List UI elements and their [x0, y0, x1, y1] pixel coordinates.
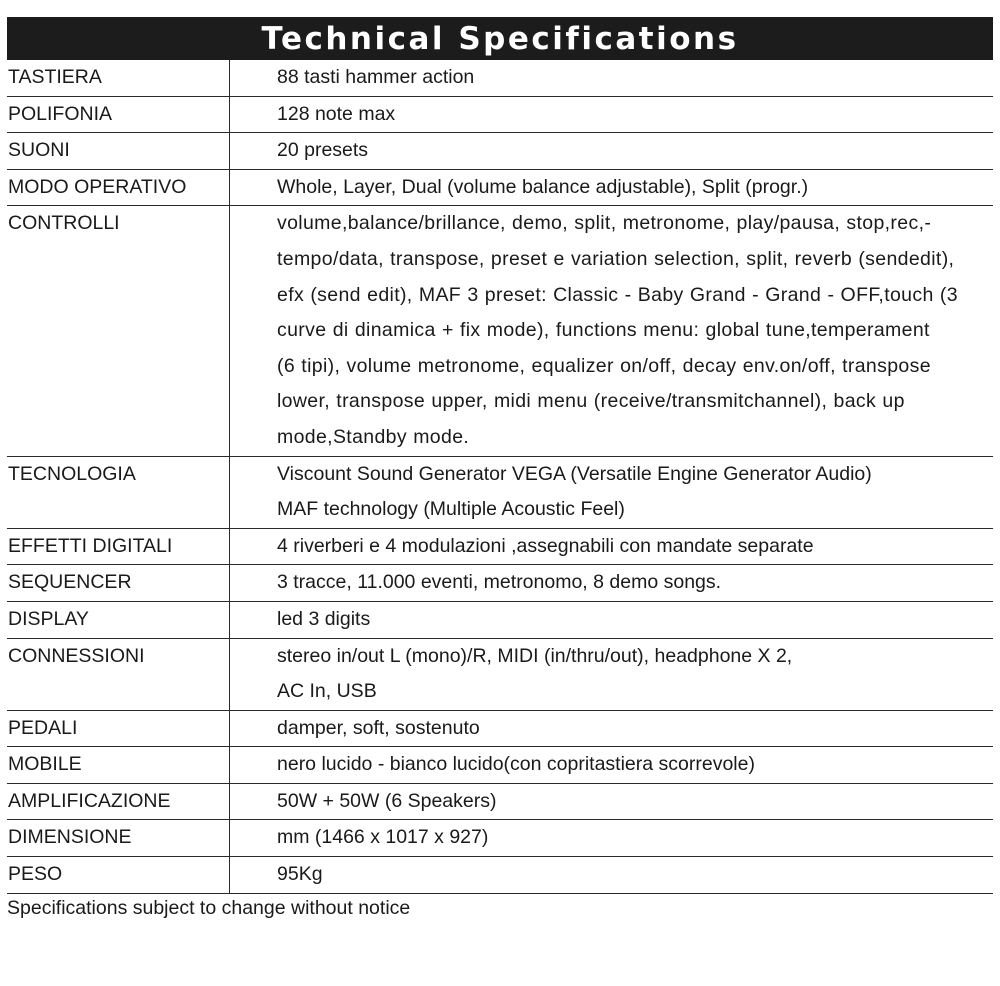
spec-label: TASTIERA: [7, 60, 230, 96]
table-row: [7, 601, 993, 638]
page-title: Technical Specifications: [261, 20, 739, 57]
spec-value: Viscount Sound Generator VEGA (Versatile Engine Generator Audio) MAF technology (Multiple Acoustic Feel): [230, 456, 994, 528]
table-row: [7, 747, 993, 784]
table-row: [7, 169, 993, 206]
spec-label: POLIFONIA: [7, 96, 230, 133]
table-row: [7, 528, 993, 565]
spec-label: MODO OPERATIVO: [7, 169, 230, 206]
spec-label: TECNOLOGIA: [7, 456, 230, 528]
spec-value: nero lucido - bianco lucido(con copritastiera scorrevole): [230, 747, 994, 784]
table-row: [7, 857, 993, 894]
table-row: [7, 206, 993, 456]
table-row: [7, 133, 993, 170]
spec-value: 50W + 50W (6 Speakers): [230, 783, 994, 820]
table-row: [7, 638, 993, 710]
spec-value: 20 presets: [230, 133, 994, 170]
spec-value: mm (1466 x 1017 x 927): [230, 820, 994, 857]
spec-value: 128 note max: [230, 96, 994, 133]
spec-value: 4 riverberi e 4 modulazioni ,assegnabili con mandate separate: [230, 528, 994, 565]
spec-value: 95Kg: [230, 857, 994, 894]
spec-label: CONNESSIONI: [7, 638, 230, 710]
spec-label: SEQUENCER: [7, 565, 230, 602]
spec-label: SUONI: [7, 133, 230, 170]
spec-label: DISPLAY: [7, 601, 230, 638]
spec-value: 3 tracce, 11.000 eventi, metronomo, 8 demo songs.: [230, 565, 994, 602]
spec-value: stereo in/out L (mono)/R, MIDI (in/thru/out), headphone X 2, AC In, USB: [230, 638, 994, 710]
table-row: [7, 710, 993, 747]
spec-label: PESO: [7, 857, 230, 894]
table-row: [7, 456, 993, 528]
spec-label: MOBILE: [7, 747, 230, 784]
spec-value: Whole, Layer, Dual (volume balance adjustable), Split (progr.): [230, 169, 994, 206]
footnote: Specifications subject to change without notice: [7, 897, 411, 919]
spec-value: damper, soft, sostenuto: [230, 710, 994, 747]
spec-label: PEDALI: [7, 710, 230, 747]
spec-label: EFFETTI DIGITALI: [7, 528, 230, 565]
table-row: [7, 565, 993, 602]
spec-value: led 3 digits: [230, 601, 994, 638]
spec-label: CONTROLLI: [7, 206, 230, 456]
spec-value: volume,balance/brillance, demo, split, metronome, play/pausa, stop,rec,- tempo/data, transpose, preset e variation selection, split, reverb (sendedit), efx (send edit), MAF 3 preset: Classic - Baby Grand - Grand - OFF,touch (3 curve di dinamica + fix mode), functions menu: global tune,temperament (6 tipi), volume metronome, equalizer on/off, decay env.on/off, transpose lower, transpose upper, midi menu (receive/transmitchannel), back up mode,Standby mode.: [230, 206, 994, 456]
spec-label: AMPLIFICAZIONE: [7, 783, 230, 820]
spec-table: [7, 60, 993, 894]
spec-label: DIMENSIONE: [7, 820, 230, 857]
table-row: [7, 820, 993, 857]
table-row: [7, 60, 993, 96]
spec-value: 88 tasti hammer action: [230, 60, 994, 96]
table-row: [7, 96, 993, 133]
spec-header-bar: [7, 17, 993, 60]
table-row: [7, 783, 993, 820]
